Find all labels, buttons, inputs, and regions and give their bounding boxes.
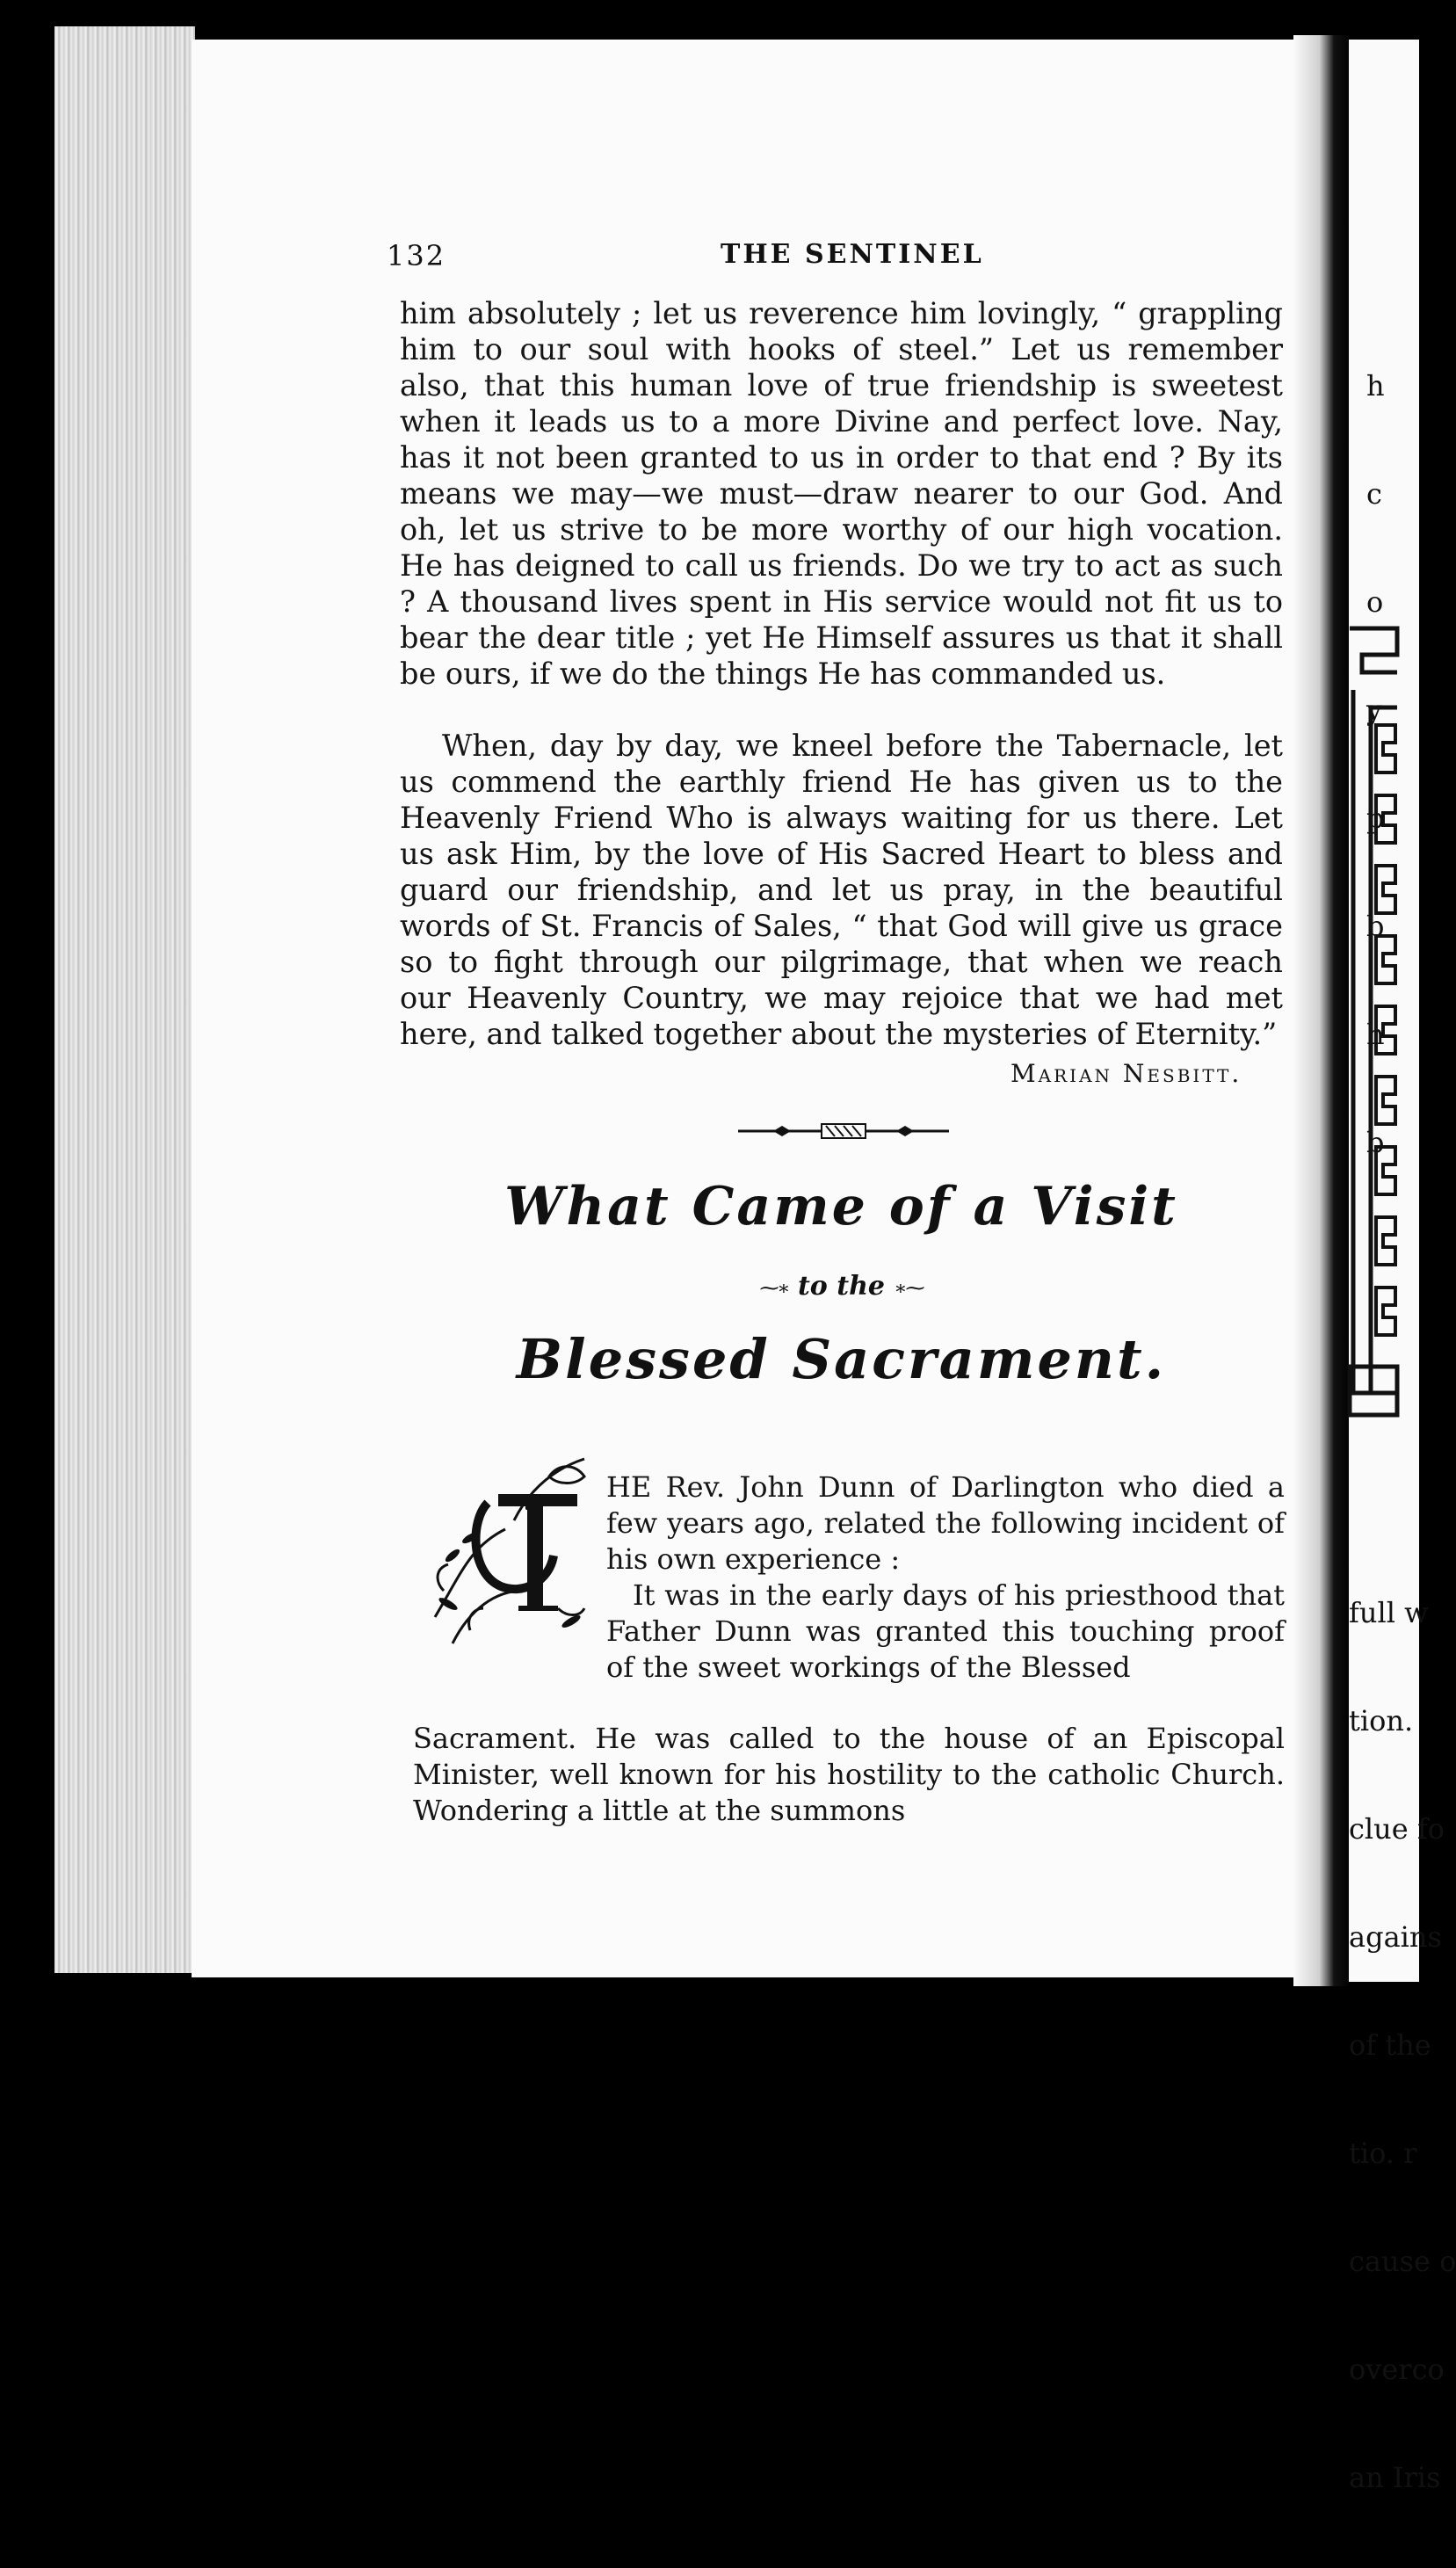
fragment: c [1366, 477, 1382, 511]
fragment: tion. [1349, 1704, 1423, 1737]
paragraph-text: him absolutely ; let us reverence him lovingly, “ grappling him to our soul with hooks of steel.” Let us remember also, that this human love of true friendship is sweetest when it leads us to a more Divine and perfect love. Nay, has it not been granted to us in order to that end ? By its means we may—we must—draw nearer to our God. And oh, let us strive to be more worthy of our high vocation. He has deigned to call us friends. Do we try to act as such ? A thousand lives spent in His service would not fit us to bear the dear title ; yet He Himself assures us that it shall be ours, if we do the things He has commanded us. [400, 296, 1283, 691]
fragment: tio. r [1349, 2136, 1417, 2170]
article-title-line-3: Blessed Sacrament. [516, 1327, 1167, 1391]
title-connector-text: to the [797, 1271, 886, 1302]
swash-ornament-right: ∗⁓ [894, 1278, 924, 1300]
fragment: cause o [1349, 2245, 1456, 2278]
second-paragraph-start: It was in the early days of his priesthood that Father Dunn was granted this touching proof of the sweet workings of the Blessed [606, 1578, 1285, 1684]
fragment: b [1366, 1126, 1385, 1159]
fragment: an Iris [1349, 2461, 1441, 2494]
paragraph-text: When, day by day, we kneel before the Tabernacle, let us commend the earthly friend He has given us to the Heavenly Friend Who is always waiting for us there. Let us ask Him, by the love of His Sacred Heart to bless and guard our friendship, and let us pray, in the beautiful words of St. Francis of Sales, “ that God will give us grace so to fight through our pilgrimage, that when we reach our Heavenly Country, we may rejoice that we had met here, and talked together about the mysteries of Eternity.” [400, 729, 1283, 1051]
article-paragraph-2 [400, 728, 1283, 1052]
fragment: h [1366, 369, 1385, 403]
facing-page-bottom-fragments [1349, 1523, 1456, 2568]
fragment: b [1366, 910, 1385, 943]
running-head [387, 239, 1265, 274]
opening-paragraph: HE Rev. John Dunn of Darlington who died a few years ago, related the following incident of his own experience : [606, 1470, 1285, 1576]
fragment: overco [1349, 2353, 1445, 2386]
fragment: y [1366, 693, 1383, 727]
swash-ornament-left: ⁓∗ [759, 1278, 789, 1300]
fragment: o [1366, 585, 1384, 619]
page-number: 132 [387, 239, 446, 272]
article-continuation [413, 1721, 1285, 1829]
article-title-line-1: What Came of a Visit [504, 1176, 1178, 1237]
fragment: of the [1349, 2028, 1431, 2062]
fragment: full w [1349, 1596, 1429, 1629]
author-signature: Marian Nesbitt. [1011, 1059, 1242, 1088]
fragment: agains [1349, 1920, 1442, 1954]
fragment: p [1366, 802, 1385, 835]
ornamental-divider [738, 1118, 949, 1144]
article-title-line-2 [400, 1271, 1283, 1302]
article-paragraph-1 [400, 295, 1283, 692]
decorated-drop-cap-t [417, 1441, 602, 1652]
fragment: clue fo [1349, 1812, 1445, 1846]
book-page-edges [54, 26, 195, 1973]
fragment: h [1366, 1018, 1385, 1051]
journal-title: THE SENTINEL [721, 239, 984, 270]
greek-key-border-ornament [1344, 620, 1406, 1428]
book-gutter [1293, 35, 1351, 1986]
second-paragraph-continuation: Sacrament. He was called to the house of an Episcopal Minister, well known for his hostility to the catholic Church. Wondering a little at the summons [413, 1722, 1285, 1827]
article-opening [606, 1469, 1285, 1686]
